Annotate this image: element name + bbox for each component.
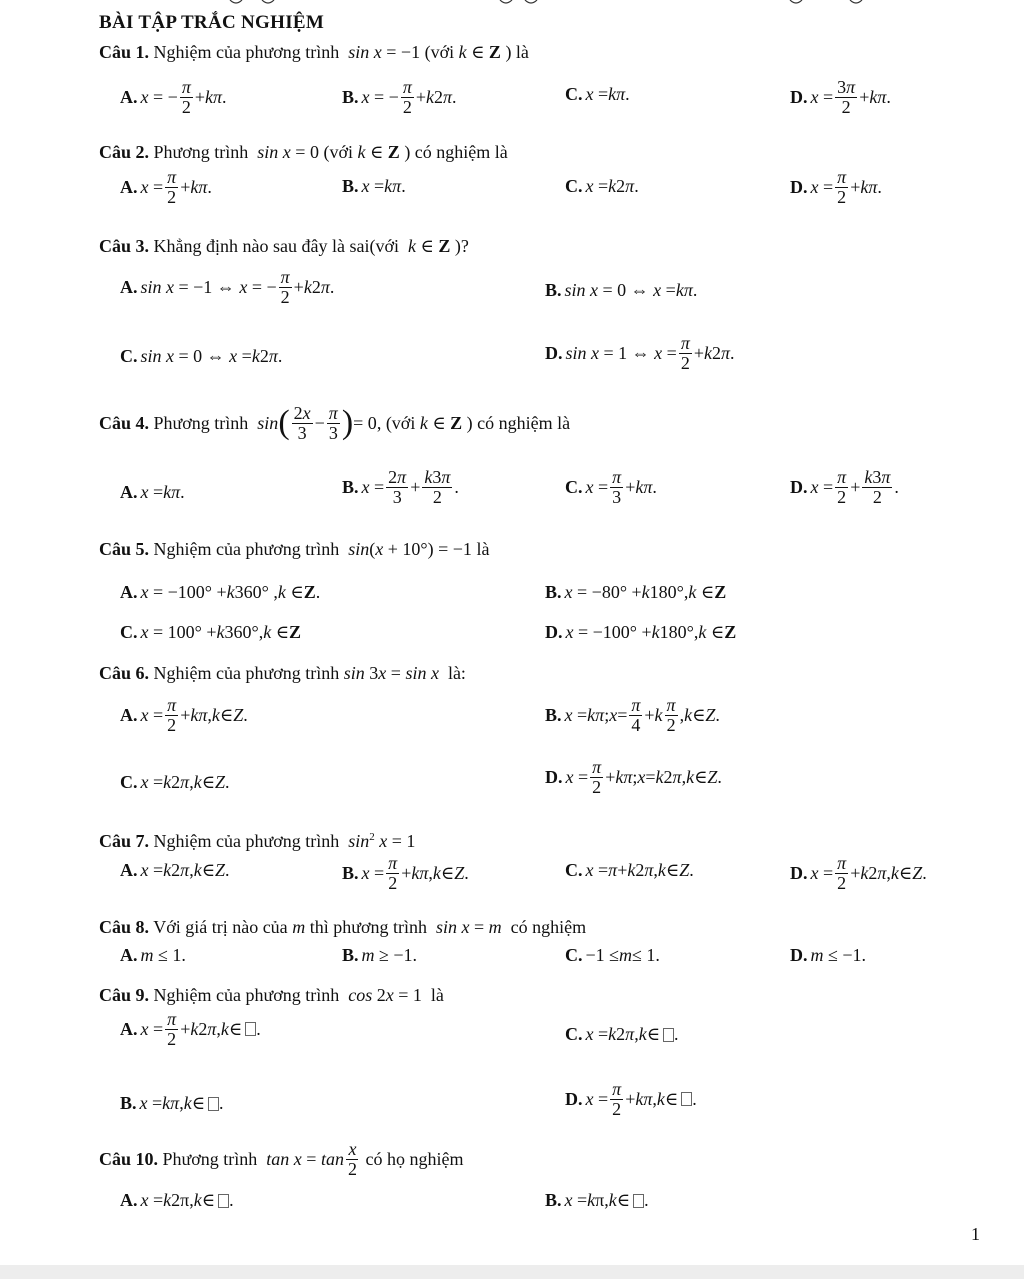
question-text: Với giá trị nào của: [153, 917, 288, 937]
option-10a[interactable]: A. x = k 2π, k ∈ .: [120, 1190, 234, 1210]
question-text: có nghiệm: [510, 917, 587, 937]
option-letter: D.: [790, 945, 808, 965]
question-label: Câu 9.: [99, 985, 150, 1005]
option-10b[interactable]: B. x = k π, k ∈ .: [545, 1190, 649, 1210]
question-3: Câu 3. Khẳng định nào sau đây là sai(với k ∈ Z )?: [99, 236, 469, 256]
option-2b[interactable]: B. x = kπ .: [342, 176, 406, 196]
option-4d[interactable]: D. x = $\frac{\pi}{2}$ + $\frac{k3\pi}{2}$ .: [790, 467, 899, 507]
question-text: thì phương trình: [309, 917, 427, 937]
option-letter: C.: [565, 945, 583, 965]
option-5b[interactable]: B. x = −80° + k 180°, k ∈ Z: [545, 582, 727, 602]
option-letter: D.: [790, 176, 808, 197]
question-text: là: [476, 539, 490, 559]
question-7: Câu 7. Nghiệm của phương trình $\sin^2 x = 1$: [99, 831, 416, 851]
option-letter: D.: [565, 1088, 583, 1109]
option-3d[interactable]: D. sin x = 1 ⇔ x = $\frac{\pi}{2}$ + k 2 π .: [545, 333, 735, 373]
option-letter: B.: [342, 945, 359, 965]
option-letter: A.: [120, 704, 138, 725]
question-text: Nghiệm của phương trình: [153, 663, 340, 683]
option-letter: C.: [120, 772, 138, 792]
option-letter: C.: [565, 176, 583, 196]
question-text: Nghiệm của phương trình: [153, 42, 340, 62]
option-letter: A.: [120, 276, 138, 297]
option-letter: D.: [545, 622, 563, 642]
option-1d[interactable]: D. x = $\frac{3\pi}{2}$ + kπ .: [790, 77, 891, 117]
option-4b[interactable]: B. x = $\frac{2\pi}{3}$ + $\frac{k3\pi}{2}$ .: [342, 467, 459, 507]
option-letter: B.: [545, 704, 562, 725]
option-5d[interactable]: D. x = −100° + k 180°, k ∈ Z: [545, 622, 737, 642]
option-9b[interactable]: B. x = kπ , k ∈ .: [120, 1093, 224, 1113]
question-text: Phương trình: [153, 142, 249, 162]
question-5: Câu 5. Nghiệm của phương trình sin(x + 10°) = −1 là: [99, 539, 490, 559]
option-letter: A.: [120, 860, 138, 880]
option-letter: B.: [342, 176, 359, 196]
option-2a[interactable]: A. x = $\frac{\pi}{2}$ + kπ .: [120, 167, 212, 207]
option-letter: D.: [545, 766, 563, 787]
option-letter: B.: [545, 1190, 562, 1210]
option-7d[interactable]: D. x = $\frac{\pi}{2}$ + k 2 π , k ∈ Z .: [790, 853, 927, 893]
question-label: Câu 10.: [99, 1148, 159, 1169]
option-3a[interactable]: A. sin x = −1 ⇔ x = − $\frac{\pi}{2}$ + k 2 π .: [120, 267, 335, 307]
question-text: (với: [323, 142, 353, 162]
option-9c[interactable]: C. x = k 2 π , k ∈ .: [565, 1024, 679, 1044]
question-text: Phương trình: [153, 412, 249, 433]
option-letter: D.: [790, 86, 808, 107]
question-label: Câu 4.: [99, 412, 150, 433]
question-10: Câu 10. Phương trình tan x = tan $\frac{x}{2}$ có họ nghiệm: [99, 1139, 464, 1179]
option-2c[interactable]: C. x = k 2 π .: [565, 176, 639, 196]
option-7b[interactable]: B. x = $\frac{\pi}{2}$ + kπ , k ∈ Z .: [342, 853, 469, 893]
option-1a[interactable]: A. x = − $\frac{\pi}{2}$ + k π .: [120, 77, 227, 117]
question-label: Câu 6.: [99, 663, 150, 683]
option-letter: C.: [565, 860, 583, 880]
option-7a[interactable]: A. x = k 2 π , k ∈ Z .: [120, 860, 230, 880]
option-letter: C.: [565, 476, 583, 497]
question-label: Câu 1.: [99, 42, 150, 62]
option-6b[interactable]: B. x = kπ ; x = $\frac{\pi}{4}$ + k $\frac{\pi}{2}$ , k ∈ Z .: [545, 695, 720, 735]
question-text: Nghiệm của phương trình: [153, 985, 340, 1005]
option-4a[interactable]: A. x = kπ .: [120, 482, 185, 502]
option-6a[interactable]: A. x = $\frac{\pi}{2}$ + kπ , k ∈ Z .: [120, 695, 248, 735]
option-letter: C.: [120, 622, 138, 642]
option-letter: B.: [545, 582, 562, 602]
option-letter: D.: [790, 476, 808, 497]
option-letter: A.: [120, 176, 138, 197]
question-text: ) có nghiệm là: [404, 142, 508, 162]
option-letter: B.: [342, 86, 359, 107]
option-letter: A.: [120, 86, 138, 107]
option-8c[interactable]: C. −1 ≤ m ≤ 1.: [565, 945, 660, 965]
option-8a[interactable]: A. m ≤ 1.: [120, 945, 186, 965]
option-letter: A.: [120, 1018, 138, 1039]
option-letter: C.: [565, 1024, 583, 1044]
option-6d[interactable]: D. x = $\frac{\pi}{2}$ + kπ ; x = k 2 π , k ∈ Z .: [545, 757, 722, 797]
option-letter: D.: [545, 342, 563, 363]
question-text: Khẳng định nào sau đây là sai(với: [153, 236, 399, 256]
question-text: Phương trình: [162, 1148, 258, 1169]
option-6c[interactable]: C. x = k 2 π , k ∈ Z .: [120, 772, 230, 792]
option-4c[interactable]: C. x = $\frac{\pi}{3}$ + kπ .: [565, 467, 657, 507]
question-text: là:: [447, 663, 466, 683]
option-letter: A.: [120, 482, 138, 502]
option-8d[interactable]: D. m ≤ −1.: [790, 945, 867, 965]
question-6: Câu 6. Nghiệm của phương trình sin 3x = sin x là:: [99, 663, 466, 683]
question-8: Câu 8. Với giá trị nào của m thì phương trình sin x = m có nghiệm: [99, 917, 587, 937]
option-5a[interactable]: A. x = −100° + k 360° , k ∈ Z .: [120, 582, 321, 602]
option-letter: A.: [120, 582, 138, 602]
question-2: Câu 2. Phương trình sin x = 0 (với k ∈ Z ) có nghiệm là: [99, 142, 508, 162]
option-letter: C.: [120, 346, 138, 366]
question-text: (với: [424, 42, 455, 62]
question-text: ) là: [505, 42, 529, 62]
question-text: ) có nghiệm là: [466, 412, 571, 433]
question-text: Nghiệm của phương trình: [153, 831, 340, 851]
option-letter: A.: [120, 1190, 138, 1210]
question-1: Câu 1. Nghiệm của phương trình sin x = −1 (với k ∈ Z ) là: [99, 42, 529, 62]
question-text: là: [430, 985, 444, 1005]
question-label: Câu 8.: [99, 917, 150, 937]
option-1b[interactable]: B. x = − $\frac{\pi}{2}$ + k 2 π .: [342, 77, 457, 117]
question-text: , (với: [376, 412, 416, 433]
option-8b[interactable]: B. m ≥ −1.: [342, 945, 418, 965]
bottom-bar: [0, 1265, 1024, 1279]
question-label: Câu 7.: [99, 831, 150, 851]
option-letter: D.: [790, 862, 808, 883]
option-letter: B.: [342, 476, 359, 497]
option-3c[interactable]: C. sin x = 0 ⇔ x = k 2 π .: [120, 346, 283, 366]
question-4: Câu 4. Phương trình sin ( $\frac{2x}{3}$ − $\frac{\pi}{3}$ ) = 0 , (với k ∈ Z ) có nghiệm là: [99, 403, 571, 443]
question-text: có họ nghiệm: [365, 1148, 464, 1169]
question-label: Câu 3.: [99, 236, 150, 256]
question-text: Nghiệm của phương trình: [153, 539, 340, 559]
question-label: Câu 2.: [99, 142, 150, 162]
option-letter: B.: [545, 280, 562, 300]
top-decoration: [0, 0, 1024, 8]
question-9: Câu 9. Nghiệm của phương trình cos 2x = 1 là: [99, 985, 444, 1005]
question-label: Câu 5.: [99, 539, 150, 559]
option-letter: B.: [342, 862, 359, 883]
option-9a[interactable]: A. x = $\frac{\pi}{2}$ + k 2 π , k ∈ .: [120, 1009, 261, 1049]
option-letter: B.: [120, 1093, 137, 1113]
option-1c[interactable]: C. x = kπ .: [565, 84, 630, 104]
question-text: )?: [454, 236, 469, 256]
option-9d[interactable]: D. x = $\frac{\pi}{2}$ + kπ , k ∈ .: [565, 1079, 697, 1119]
option-2d[interactable]: D. x = $\frac{\pi}{2}$ + kπ .: [790, 167, 882, 207]
page-number: 1: [971, 1224, 980, 1244]
option-3b[interactable]: B. sin x = 0 ⇔ x = kπ .: [545, 280, 698, 300]
option-5c[interactable]: C. x = 100° + k 360°, k ∈ Z: [120, 622, 302, 642]
page-title: BÀI TẬP TRẮC NGHIỆM: [99, 12, 325, 33]
option-letter: C.: [565, 84, 583, 104]
option-7c[interactable]: C. x = π + k 2 π , k ∈ Z .: [565, 860, 694, 880]
option-letter: A.: [120, 945, 138, 965]
